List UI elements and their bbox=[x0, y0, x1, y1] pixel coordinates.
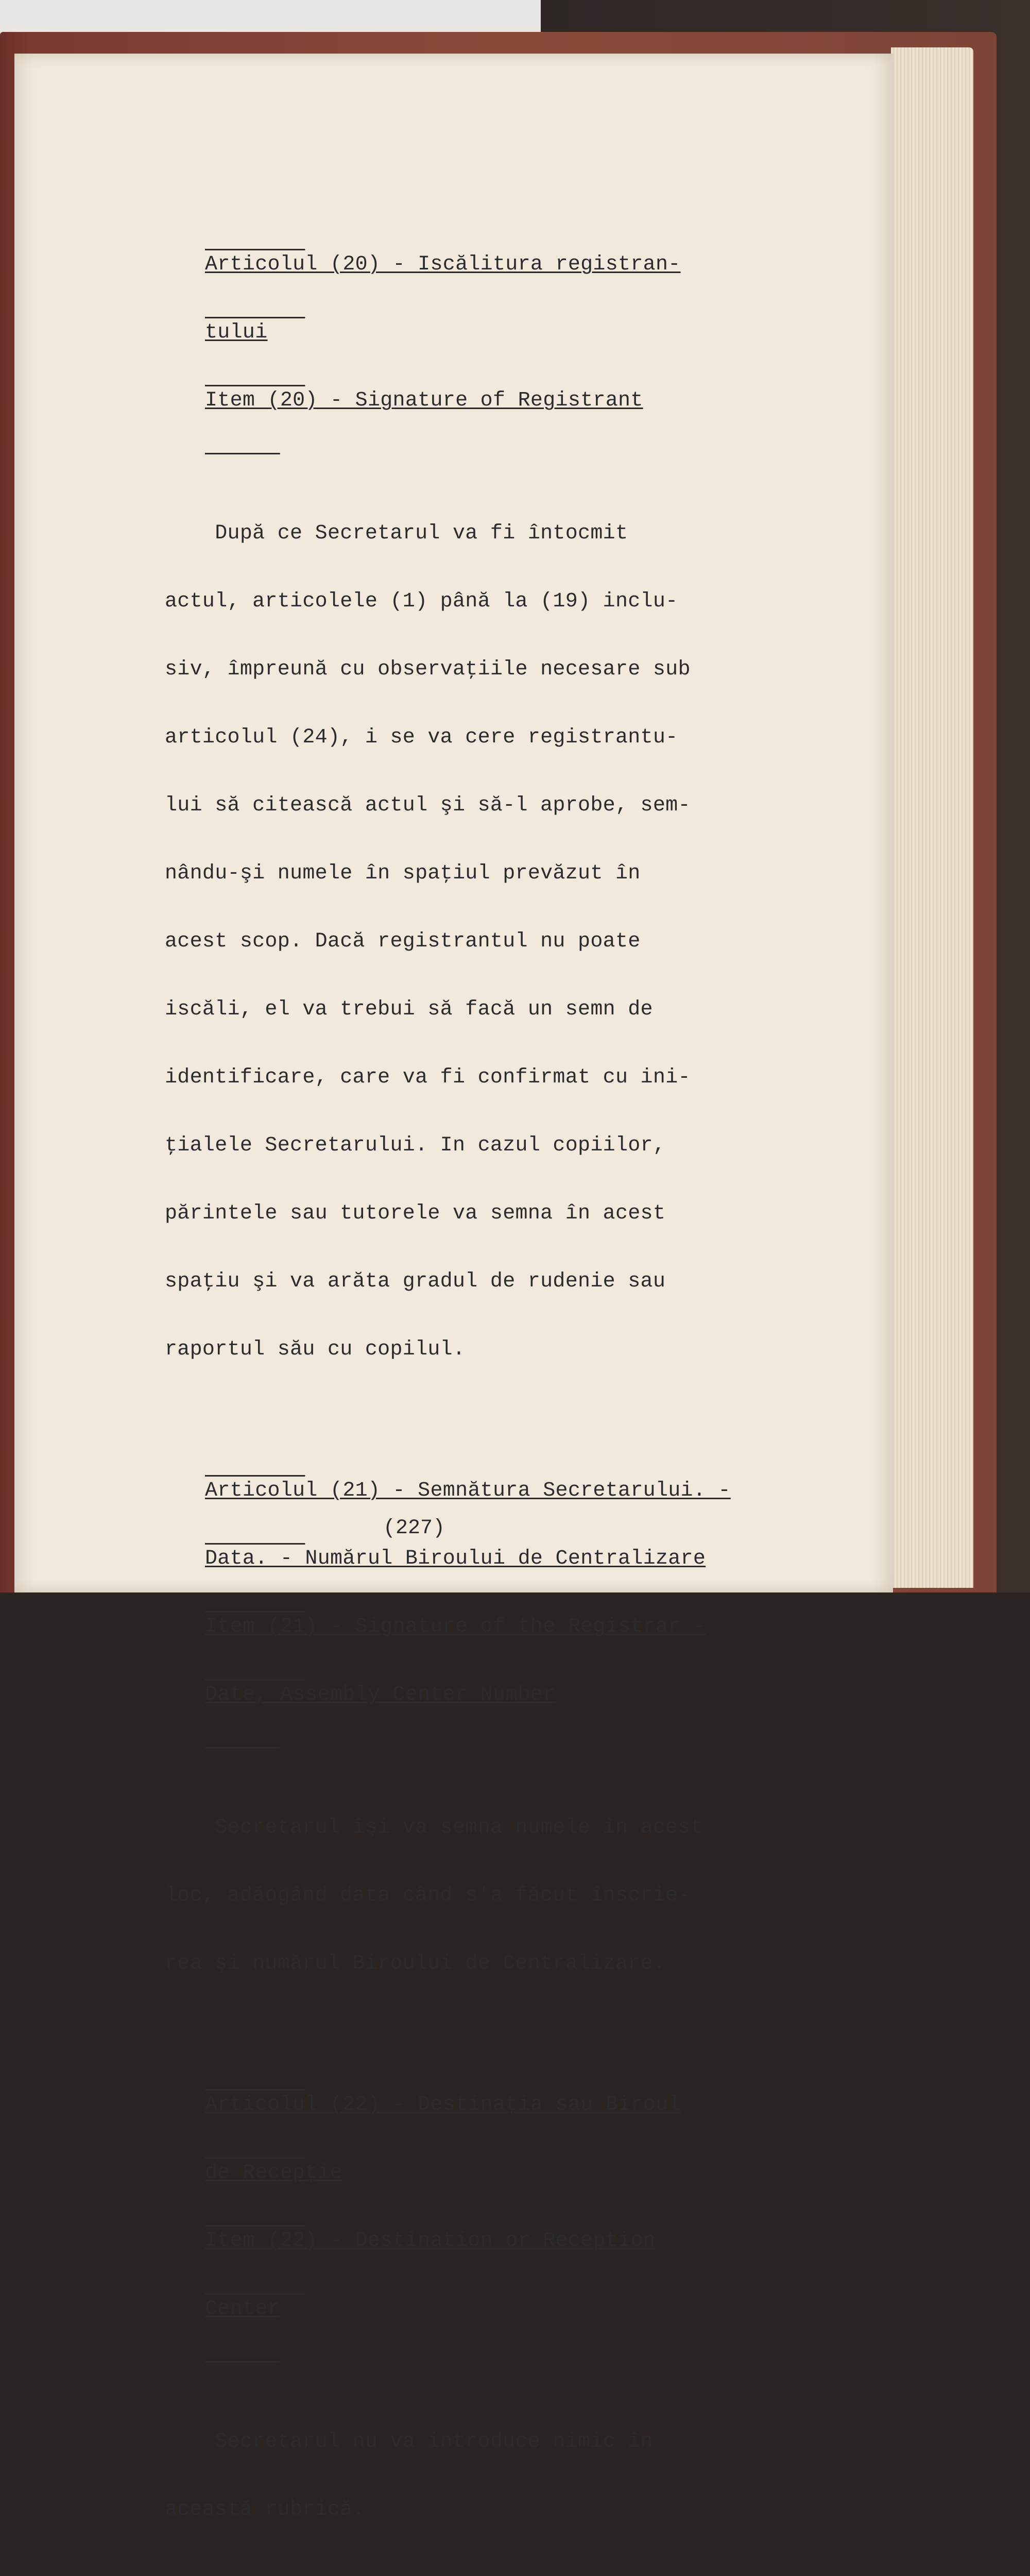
heading-line: Date, Assembly Center Number bbox=[205, 1683, 556, 1706]
background-top-strip bbox=[0, 0, 541, 36]
body-line: loc, adăogând data când s'a făcut înscrie- bbox=[165, 1884, 691, 1907]
body-line: rea şi numărul Biroului de Centralizare. bbox=[165, 1952, 666, 1975]
body-line: siv, împreună cu observaţiile necesare sub bbox=[165, 658, 691, 681]
heading-line: Item (20) - Signature of Registrant bbox=[205, 389, 643, 412]
body-line: lui să citească actul şi să-l aprobe, sem- bbox=[165, 794, 691, 817]
heading-line: Data. - Numărul Biroului de Centralizare bbox=[205, 1547, 706, 1570]
heading-line: tului bbox=[205, 321, 268, 344]
body-line: identificare, care va fi confirmat cu ini- bbox=[165, 1066, 691, 1089]
section-item-20 bbox=[165, 208, 762, 1406]
section-item-21 bbox=[165, 1434, 762, 2021]
heading-line: de Recepţie bbox=[205, 2161, 343, 2184]
heading-line: Articolul (21) - Semnătura Secretarului. - bbox=[205, 1479, 731, 1502]
section-heading bbox=[165, 2048, 762, 2366]
heading-line: Articolul (20) - Iscălitura registran- bbox=[205, 253, 681, 276]
body-line: După ce Secretarul va fi întocmit bbox=[165, 522, 628, 545]
section-item-22 bbox=[165, 2048, 762, 2567]
body-line: părintele sau tutorele va semna în acest bbox=[165, 1202, 666, 1225]
page-block-edge bbox=[891, 47, 973, 1588]
body-line: această rubrică. bbox=[165, 2498, 365, 2521]
body-line: Secretarul nu va introduce nimic în bbox=[165, 2430, 653, 2453]
body-line: actul, articolele (1) până la (19) inclu- bbox=[165, 590, 678, 613]
heading-line: Articolul (22) - Destinaţia sau Biroul bbox=[205, 2093, 681, 2116]
page-number: (227) bbox=[383, 1517, 445, 1540]
body-line: acest scop. Dacă registrantul nu poate bbox=[165, 930, 641, 953]
section-body bbox=[165, 1771, 762, 2021]
body-line: nându-şi numele în spaţiul prevăzut în bbox=[165, 862, 641, 885]
body-line: raportul său cu copilul. bbox=[165, 1338, 466, 1361]
body-line: ţialele Secretarului. In cazul copiilor, bbox=[165, 1134, 666, 1157]
body-line: iscăli, el va trebui să facă un semn de bbox=[165, 998, 653, 1021]
heading-line: Item (22) - Destination or Reception bbox=[205, 2229, 656, 2252]
body-line: spaţiu şi va arăta gradul de rudenie sau bbox=[165, 1270, 666, 1293]
body-line: Secretarul îşi va semna numele în acest bbox=[165, 1816, 703, 1839]
heading-line: Center bbox=[205, 2297, 280, 2320]
section-body bbox=[165, 2385, 762, 2567]
section-heading bbox=[165, 208, 762, 457]
body-line: articolul (24), i se va cere registrantu- bbox=[165, 726, 678, 749]
book-page bbox=[14, 54, 893, 2521]
heading-line: Item (21) - Signature of the Registrar - bbox=[205, 1615, 706, 1638]
section-body bbox=[165, 477, 762, 1406]
page-content bbox=[165, 208, 762, 2576]
section-heading bbox=[165, 1434, 762, 1752]
